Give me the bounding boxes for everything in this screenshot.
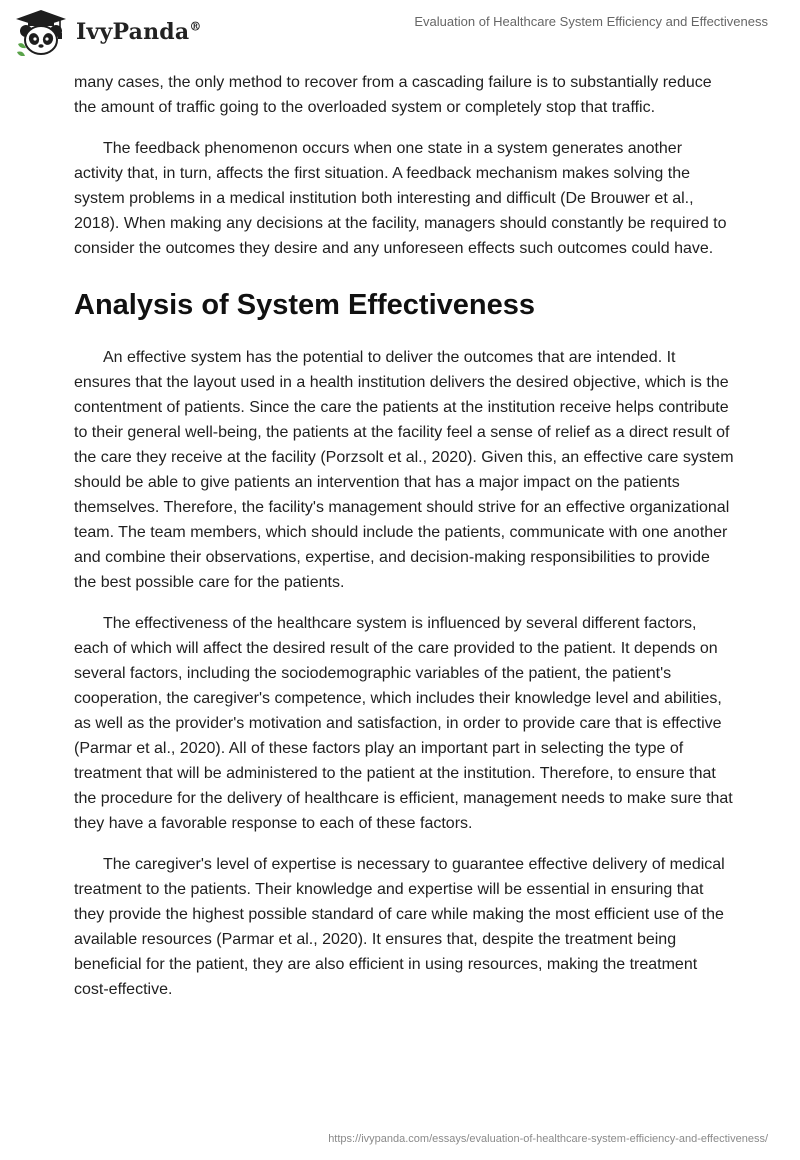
essay-body xyxy=(74,70,734,1018)
paragraph-effective-system: An effective system has the potential to deliver the outcomes that are intended. It ensures that the layout used in a health institution delivers the desired objective, which is the contentment of patients. Since the care the patients at the institution receive helps contribute to their general well-being, the patients at the facility feel a sense of relief as a direct result of the care they receive at the facility (Porzsolt et al., 2020). Given this, an effective care system should be able to give patients an intervention that has a major impact on the patients themselves. Therefore, the facility's management should strive for an effective organizational team. The team members, which should include the patients, communicate with one another and combine their observations, expertise, and decision-making responsibilities to provide the best possible care for the patients. xyxy=(74,349,734,591)
paragraph-influencing-factors: The effectiveness of the healthcare system is influenced by several different factors, each of which will affect the desired result of the care provided to the patient. It depends on several factors, including the sociodemographic variables of the patient, the patient's cooperation, the caregiver's competence, which includes their knowledge level and abilities, as well as the provider's motivation and satisfaction, in order to provide care that is effective (Parmar et al., 2020). All of these factors play an important part in selecting the type of treatment that will be administered to the patient at the institution. Therefore, to ensure that the procedure for the delivery of healthcare is efficient, management needs to make sure that they have a favorable response to each of these factors. xyxy=(74,615,733,832)
brand-name: IvyPanda® xyxy=(76,19,202,45)
document-title: Evaluation of Healthcare System Efficiency and Effectiveness xyxy=(414,14,768,29)
brand-logo[interactable] xyxy=(14,8,202,56)
panda-graduate-icon xyxy=(14,8,68,56)
section-heading: Analysis of System Effectiveness xyxy=(74,289,535,321)
paragraph-feedback: The feedback phenomenon occurs when one state in a system generates another activity that, in turn, affects the first situation. A feedback mechanism makes solving the system problems in a medical institution both interesting and difficult (De Brouwer et al., 2018). When making any decisions at the facility, managers should constantly be required to consider the outcomes they desire and any unforeseen effects such outcomes could have. xyxy=(74,140,727,257)
page-header xyxy=(0,0,800,68)
source-url-link[interactable]: https://ivypanda.com/essays/evaluation-of-healthcare-system-efficiency-and-effectiveness/ xyxy=(328,1133,768,1145)
registered-mark: ® xyxy=(189,19,202,34)
paragraph-caregiver-expertise: The caregiver's level of expertise is necessary to guarantee effective delivery of medical treatment to the patients. Their knowledge and expertise will be essential in ensuring that they provide the highest possible standard of care while making the most efficient use of the available resources (Parmar et al., 2020). It ensures that, despite the treatment being beneficial for the patient, they are also efficient in using resources, making the treatment cost-effective. xyxy=(74,856,725,998)
paragraph-intro-continuation: many cases, the only method to recover from a cascading failure is to substantially reduce the amount of traffic going to the overloaded system or completely stop that traffic. xyxy=(74,74,712,116)
